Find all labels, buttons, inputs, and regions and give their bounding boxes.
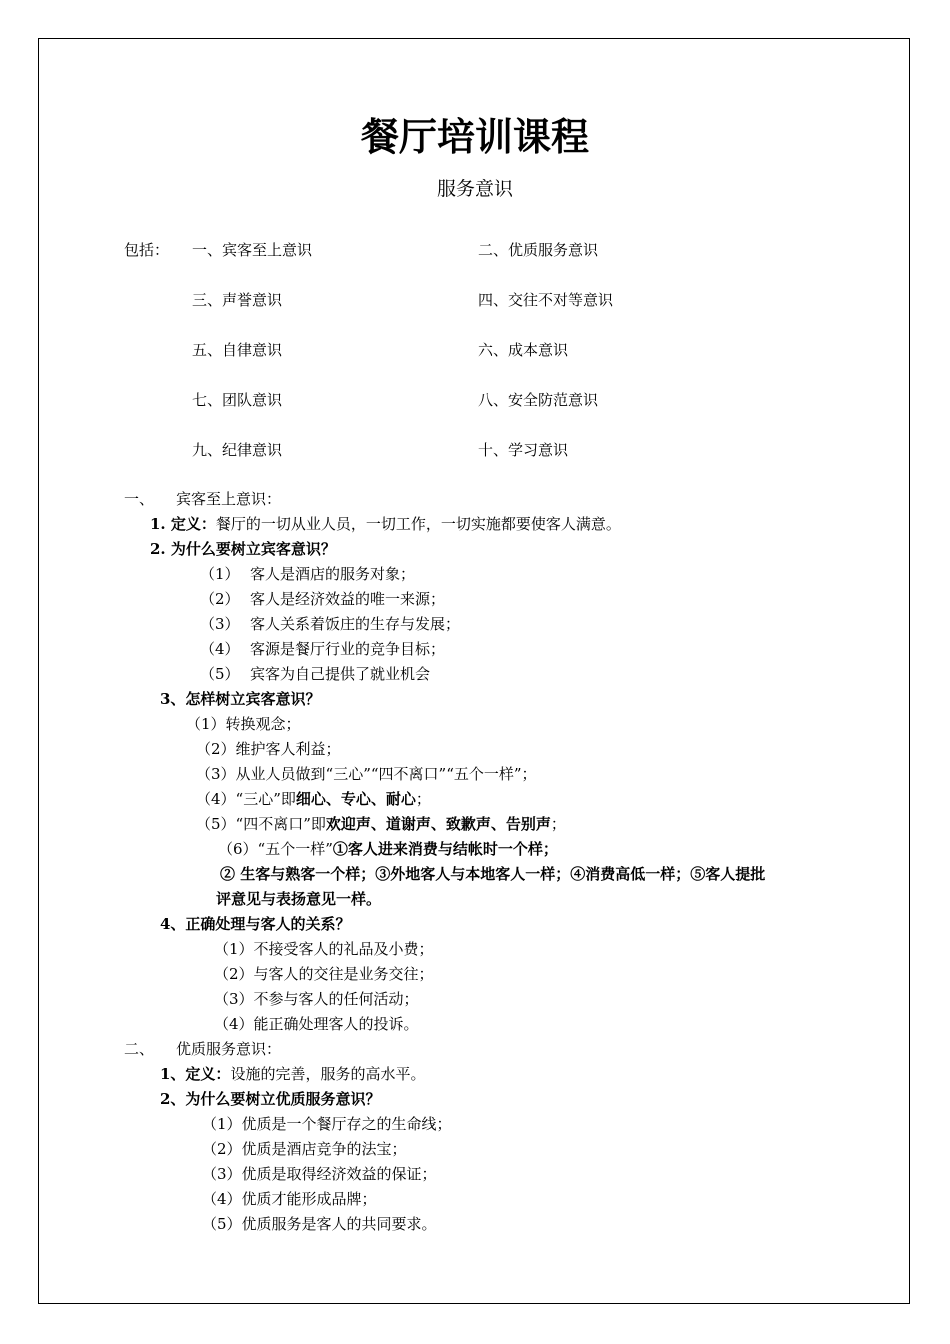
overview-item: 五、自律意识 — [192, 341, 283, 359]
list-item: （1）转换观念； — [186, 715, 301, 733]
item-emphasis: 细心、专心、耐心 — [295, 790, 416, 808]
section2-why-heading: 2、为什么要树立优质服务意识？ — [160, 1090, 381, 1108]
overview-item: 十、学习意识 — [478, 441, 569, 459]
item-emphasis: 欢迎声、道谢声、致歉声、告别声 — [325, 815, 551, 833]
item-prefix: （6）“五个一样” — [218, 840, 333, 858]
list-number: （5） — [200, 665, 240, 683]
overview-item: 八、安全防范意识 — [478, 391, 599, 409]
definition-label: 1、定义： — [160, 1065, 231, 1083]
page-border — [38, 38, 910, 1304]
list-item-continuation: ② 生客与熟客一个样；③外地客人与本地客人一样；④消费高低一样；⑤客人提批 — [220, 865, 766, 883]
list-number: （3） — [200, 615, 240, 633]
list-item: 客源是餐厅行业的竞争目标； — [250, 640, 446, 658]
item-suffix: ； — [550, 815, 566, 833]
list-number: （4） — [200, 640, 240, 658]
list-item: （4）优质才能形成品牌； — [202, 1190, 377, 1208]
list-item: （1）优质是一个餐厅存之的生命线； — [202, 1115, 452, 1133]
list-item — [196, 814, 566, 834]
list-item: （3）不参与客人的任何活动； — [214, 990, 419, 1008]
list-item — [218, 839, 558, 859]
overview-label: 包括： — [124, 241, 170, 259]
page-title: 餐厅培训课程 — [360, 115, 589, 159]
list-item — [196, 789, 431, 809]
list-item-continuation: 评意见与表扬意见一样。 — [216, 890, 382, 908]
definition-text: 设施的完善，服务的高水平。 — [230, 1065, 426, 1083]
item-emphasis: ①客人进来消费与结帐时一个样； — [332, 840, 558, 858]
list-item: （1）不接受客人的礼品及小费； — [214, 940, 434, 958]
section2-heading: 优质服务意识： — [176, 1040, 282, 1058]
overview-item: 二、优质服务意识 — [478, 241, 599, 259]
overview-item: 七、团队意识 — [192, 391, 283, 409]
list-item: （3）优质是取得经济效益的保证； — [202, 1165, 437, 1183]
section1-why-heading: 2. 为什么要树立宾客意识？ — [150, 540, 336, 558]
definition-label: 1. 定义： — [150, 515, 216, 533]
section1-how-heading: 3、怎样树立宾客意识？ — [160, 690, 321, 708]
overview-item: 四、交往不对等意识 — [478, 291, 614, 309]
section1-relation-heading: 4、正确处理与客人的关系？ — [160, 915, 351, 933]
section2-number: 二、 — [124, 1040, 155, 1058]
list-number: （1） — [200, 565, 240, 583]
section1-number: 一、 — [124, 490, 155, 508]
list-item: 宾客为自己提供了就业机会 — [250, 665, 431, 683]
page-subtitle: 服务意识 — [436, 178, 513, 200]
section2-definition — [160, 1064, 425, 1084]
overview-item: 九、纪律意识 — [192, 441, 283, 459]
list-item: 客人是酒店的服务对象； — [250, 565, 416, 583]
list-item: （5）优质服务是客人的共同要求。 — [202, 1215, 437, 1233]
list-item: （2）维护客人利益； — [196, 740, 341, 758]
item-prefix: （5）“四不离口”即 — [196, 815, 326, 833]
item-suffix: ； — [415, 790, 431, 808]
item-prefix: （4）“三心”即 — [196, 790, 296, 808]
section1-definition — [150, 514, 621, 534]
section1-heading: 宾客至上意识： — [176, 490, 282, 508]
list-item: 客人是经济效益的唯一来源； — [250, 590, 446, 608]
list-item: （3）从业人员做到“三心”“四不离口”“五个一样”； — [196, 765, 537, 783]
overview-item: 六、成本意识 — [478, 341, 569, 359]
list-number: （2） — [200, 590, 240, 608]
list-item: （2）优质是酒店竞争的法宝； — [202, 1140, 407, 1158]
overview-item: 一、宾客至上意识 — [192, 241, 313, 259]
list-item: （2）与客人的交往是业务交往； — [214, 965, 434, 983]
list-item: 客人关系着饭庄的生存与发展； — [250, 615, 461, 633]
list-item: （4）能正确处理客人的投诉。 — [214, 1015, 419, 1033]
overview-item: 三、声誉意识 — [192, 291, 283, 309]
definition-text: 餐厅的一切从业人员，一切工作，一切实施都要使客人满意。 — [215, 515, 621, 533]
